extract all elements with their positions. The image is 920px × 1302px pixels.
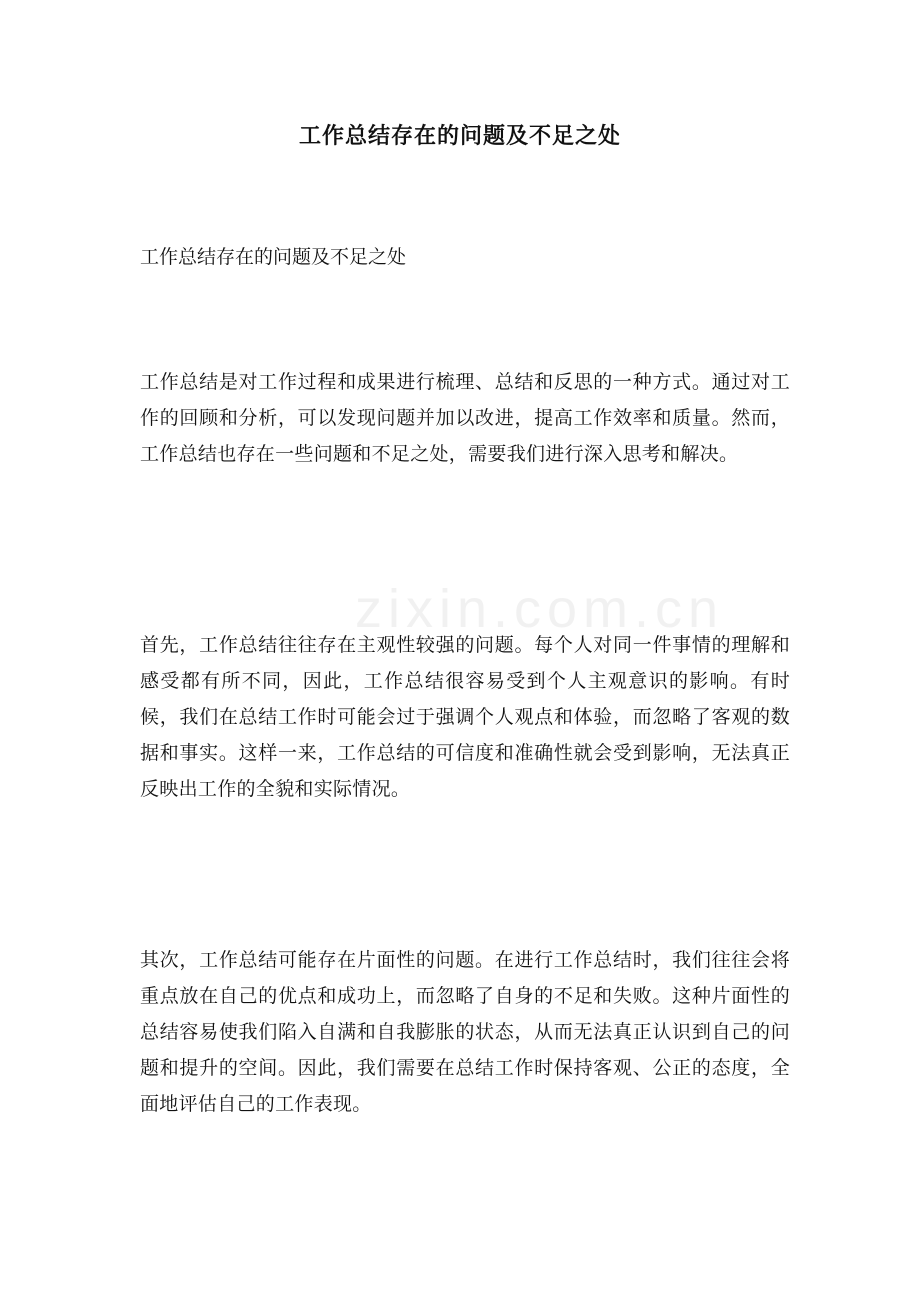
document-subtitle: 工作总结存在的问题及不足之处: [140, 246, 407, 268]
paragraph-subjectivity: 首先，工作总结往往存在主观性较强的问题。每个人对同一件事情的理解和感受都有所不同，因此，工作总结很容易受到个人主观意识的影响。有时候，我们在总结工作时可能会过于强调个人观点和体验，而忽略了客观的数据和事实。这样一来，工作总结的可信度和准确性就会受到影响，无法真正反映出工作的全貌和实际情况。: [140, 634, 790, 800]
document-title: 工作总结存在的问题及不足之处: [298, 123, 621, 149]
paragraph-one-sidedness: 其次，工作总结可能存在片面性的问题。在进行工作总结时，我们往往会将重点放在自己的优点和成功上，而忽略了自身的不足和失败。这种片面性的总结容易使我们陷入自满和自我膨胀的状态，从而无法真正认识到自己的问题和提升的空间。因此，我们需要在总结工作时保持客观、公正的态度，全面地评估自己的工作表现。: [140, 949, 790, 1115]
paragraph-intro: 工作总结是对工作过程和成果进行梳理、总结和反思的一种方式。通过对工作的回顾和分析，可以发现问题并加以改进，提高工作效率和质量。然而，工作总结也存在一些问题和不足之处，需要我们进行深入思考和解决。: [140, 371, 790, 465]
watermark: zixin.com.cn: [355, 579, 725, 639]
